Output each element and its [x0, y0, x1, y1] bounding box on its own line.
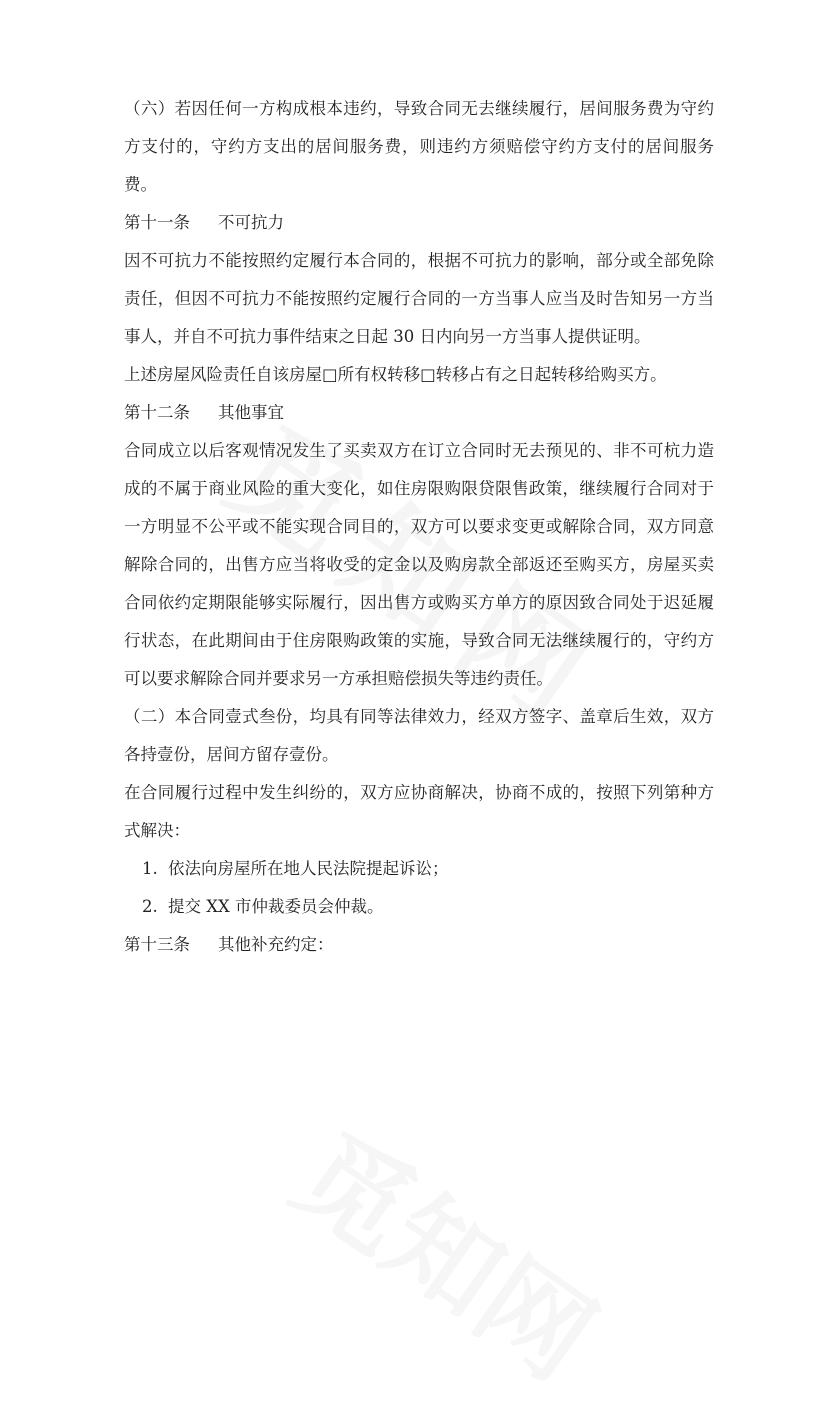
watermark-bottom [269, 1090, 630, 1409]
list-item [124, 850, 714, 888]
article-12-heading [124, 394, 714, 432]
list-text: 提交 XX 市仲裁委员会仲裁。 [168, 897, 384, 916]
article-title: 其他补充约定： [218, 935, 334, 954]
list-index: 1. [142, 859, 158, 878]
article-title: 其他事宜 [218, 403, 284, 422]
paragraph-copies: （二）本合同壹式叁份，均具有同等法律效力，经双方签字、盖章后生效，双方各持壹份，居间方留存壹份。 [124, 707, 714, 764]
article-11-heading [124, 204, 714, 242]
paragraph-risk-transfer: 上述房屋风险责任自该房屋□所有权转移□转移占有之日起转移给购买方。 [124, 365, 667, 384]
list-text: 依法向房屋所在地人民法院提起诉讼； [168, 859, 449, 878]
article-13-heading [124, 926, 714, 964]
article-number: 第十三条 [124, 935, 190, 954]
paragraph-breach-fee: （六）若因任何一方构成根本违约，导致合同无去继续履行，居间服务费为守约方支付的，守约方支出的居间服务费，则违约方须赔偿守约方支付的居间服务费。 [124, 99, 714, 194]
list-item [124, 888, 714, 926]
paragraph-dispute: 在合同履行过程中发生纠纷的，双方应协商解决，协商不成的，按照下列第种方式解决： [124, 783, 714, 840]
paragraph-force-majeure: 因不可抗力不能按照约定履行本合同的，根据不可抗力的影响，部分或全部免除责任，但因不可抗力不能按照约定履行合同的一方当事人应当及时告知另一方当事人，并自不可抗力事件结束之日起 30 日内向另一方当事人提供证明。 [124, 251, 714, 346]
list-index: 2. [142, 897, 158, 916]
article-title: 不可抗力 [218, 213, 284, 232]
article-number: 第十二条 [124, 403, 190, 422]
paragraph-change-of-circumstances: 合同成立以后客观情况发生了买卖双方在订立合同时无去预见的、非不可杭力造成的不属于商业风险的重大变化，如住房限购限贷限售政策，继续履行合同对于一方明显不公平或不能实现合同目的，双方可以要求变更或解除合同，双方同意解除合同的，出售方应当将收受的定金以及购房款全部返还至购买方，房屋买卖合同依约定期限能够实际履行，因出售方或购买方单方的原因致合同处于迟延履行状态，在此期间由于住房限购政策的实施，导致合同无法继续履行的，守约方可以要求解除合同并要求另一方承担赔偿损失等违约责任。 [124, 441, 714, 688]
document-page [124, 90, 714, 964]
article-number: 第十一条 [124, 213, 190, 232]
